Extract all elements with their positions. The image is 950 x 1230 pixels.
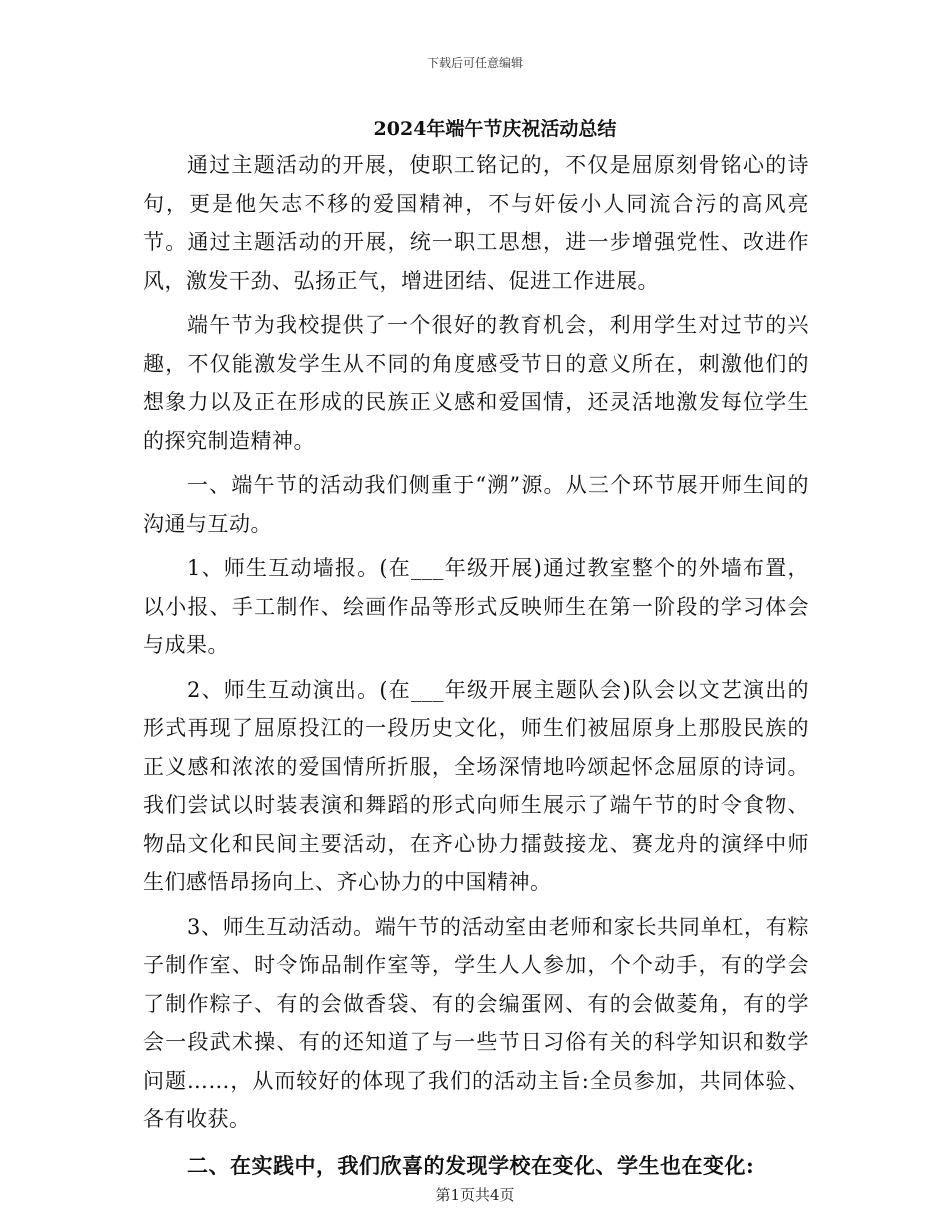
paragraph: 端午节为我校提供了一个很好的教育机会，利用学生对过节的兴趣，不仅能激发学生从不同的角度感受节日的意义所在，刺激他们的想象力以及正在形成的民族正义感和爱国情，还灵活地激发每位学生的探究制造精神。 xyxy=(143,313,809,453)
paragraph: 通过主题活动的开展，使职工铭记的，不仅是屈原刻骨铭心的诗句，更是他矢志不移的爱国精神，不与奸佞小人同流合污的高风亮节。通过主题活动的开展，统一职工思想，进一步增强党性、改进作风，激发干劲、弘扬正气，增进团结、促进工作进展。 xyxy=(143,153,809,293)
paragraph: 3、师生互动活动。端午节的活动室由老师和家长共同单杠，有粽子制作室、时令饰品制作室等，学生人人参加，个个动手，有的学会了制作粽子、有的会做香袋、有的会编蛋网、有的会做菱角，有的学会一段武术操、有的还知道了与一些节日习俗有关的科学知识和数学问题……，从而较好的体现了我们的活动主旨:全员参加，共同体验、各有收获。 xyxy=(143,914,809,1131)
section-heading: 二、在实践中，我们欣喜的发现学校在变化、学生也在变化: xyxy=(187,1152,755,1178)
document-body xyxy=(143,146,809,1185)
paragraph: 1、师生互动墙报。(在___年级开展)通过教室整个的外墙布置，以小报、手工制作、绘画作品等形式反映师生在第一阶段的学习体会与成果。 xyxy=(143,556,809,657)
paragraph: 一、端午节的活动我们侧重于“溯”源。从三个环节展开师生间的沟通与互动。 xyxy=(143,473,809,536)
paragraph: 2、师生互动演出。(在___年级开展主题队会)队会以文艺演出的形式再现了屈原投江的一段历史文化，师生们被屈原身上那股民族的正义感和浓浓的爱国情所折服，全场深情地吟颂起怀念屈原的诗词。我们尝试以时装表演和舞蹈的形式向师生展示了端午节的时令食物、物品文化和民间主要活动，在齐心协力擂鼓接龙、赛龙舟的演绎中师生们感悟昂扬向上、齐心协力的中国精神。 xyxy=(143,677,809,894)
page-header-note: 下载后可任意编辑 xyxy=(426,56,523,70)
page-footer-number: 第1页共4页 xyxy=(435,1186,515,1204)
document-title: 2024年端午节庆祝活动总结 xyxy=(373,118,617,140)
